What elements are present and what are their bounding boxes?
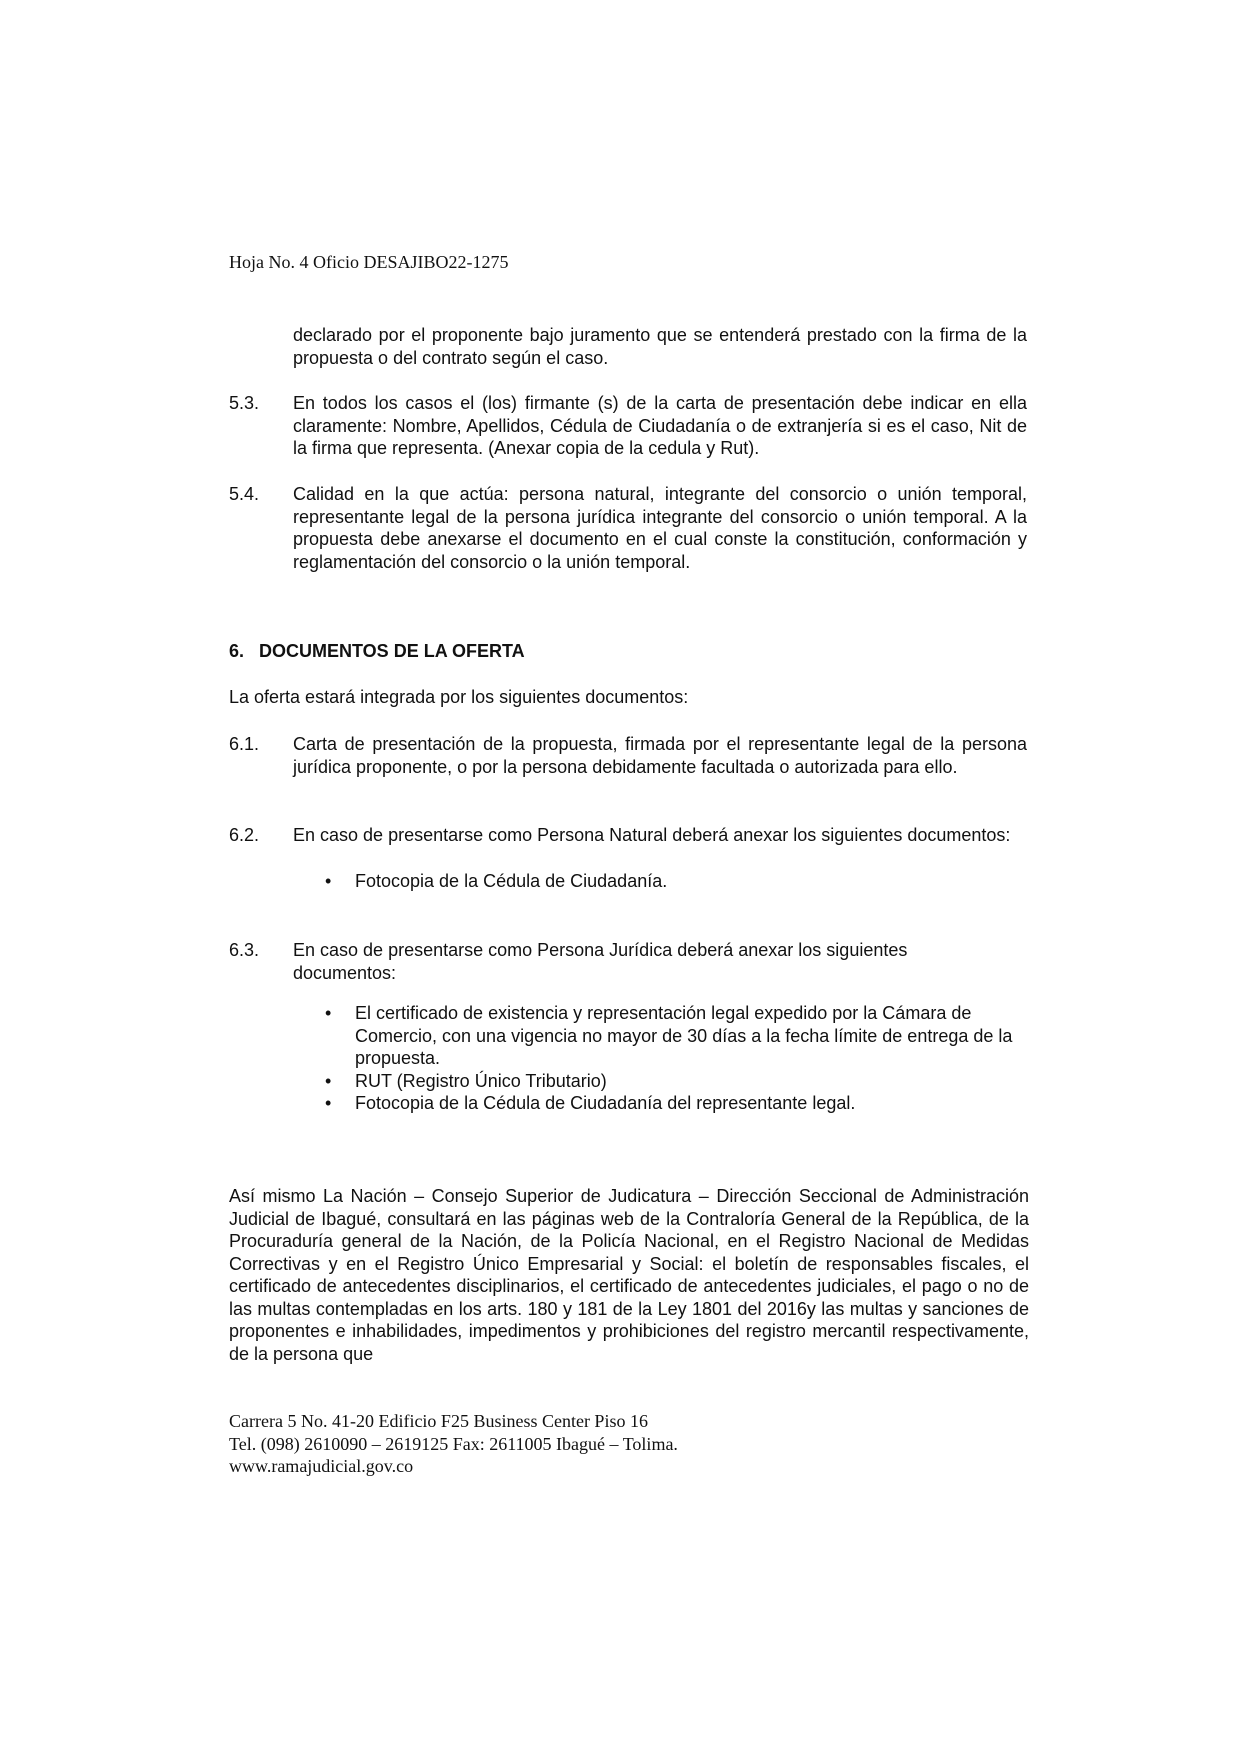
section-intro: La oferta estará integrada por los siguientes documentos:	[229, 687, 689, 707]
item-number: 6.3.	[229, 940, 260, 960]
bullet-text: El certificado de existencia y representación legal expedido por la Cámara de Comercio, con una vigencia no mayor de 30 días a la fecha límite de entrega de la propuesta.	[355, 1003, 1013, 1068]
item-number: 6.2.	[229, 825, 260, 845]
list-item	[293, 1092, 1027, 1115]
footer-website: www.ramajudicial.gov.co	[229, 1456, 414, 1476]
bullet-list-6-3	[293, 1002, 1027, 1115]
item-number: 5.4.	[229, 484, 260, 504]
item-text: Calidad en la que actúa: persona natural, integrante del consorcio o unión temporal, representante legal de la persona jurídica integrante del consorcio o unión temporal. A la propuesta debe anexarse el documento en el cual conste la constitución, conformación y reglamentación del consorcio o la unión temporal.	[293, 484, 1027, 572]
footer-phone: Tel. (098) 2610090 – 2619125 Fax: 2611005 Ibagué – Tolima.	[229, 1433, 678, 1454]
closing-paragraph: Así mismo La Nación – Consejo Superior de Judicatura – Dirección Seccional de Administración Judicial de Ibagué, consultará en las páginas web de la Contraloría General de la República, de la Procuraduría general de la Nación, de la Policía Nacional, en el Registro Nacional de Medidas Correctivas y en el Registro Único Empresarial y Social: el boletín de responsables fiscales, el certificado de antecedentes disciplinarios, el certificado de antecedentes judiciales, el pago o no de las multas contempladas en los arts. 180 y 181 de la Ley 1801 del 2016y las multas y sanciones de proponentes e inhabilidades, impedimentos y prohibiciones del registro mercantil respectivamente, de la persona que	[229, 1186, 1029, 1364]
bullet-list-6-2	[293, 870, 1027, 893]
list-item	[293, 1002, 1035, 1070]
item-text: Carta de presentación de la propuesta, firmada por el representante legal de la persona jurídica proponente, o por la persona debidamente facultada o autorizada para ello.	[293, 734, 1027, 777]
bullet-icon: •	[325, 1093, 332, 1113]
item-text: En caso de presentarse como Persona Natural deberá anexar los siguientes documentos:	[293, 825, 1011, 845]
list-item	[293, 870, 1027, 893]
continuation-paragraph: declarado por el proponente bajo juramento que se entenderá prestado con la firma de la propuesta o del contrato según el caso.	[293, 325, 1027, 368]
item-text: En caso de presentarse como Persona Jurídica deberá anexar los siguientes documentos:	[293, 940, 908, 983]
bullet-text: Fotocopia de la Cédula de Ciudadanía.	[355, 871, 668, 891]
footer-address: Carrera 5 No. 41-20 Edificio F25 Business Center Piso 16	[229, 1411, 648, 1431]
item-number: 6.1.	[229, 734, 260, 754]
section-title: 6. DOCUMENTOS DE LA OFERTA	[229, 641, 525, 661]
bullet-icon: •	[325, 1003, 332, 1023]
bullet-text: RUT (Registro Único Tributario)	[355, 1070, 607, 1091]
list-item	[293, 1070, 1027, 1093]
bullet-text: Fotocopia de la Cédula de Ciudadanía del representante legal.	[355, 1093, 856, 1113]
bullet-icon: •	[325, 871, 332, 891]
item-number: 5.3.	[229, 393, 260, 413]
item-text: En todos los casos el (los) firmante (s) de la carta de presentación debe indicar en ella claramente: Nombre, Apellidos, Cédula de Ciudadanía o de extranjería si es el caso, Nit de la firma que representa. (Anexar copia de la cedula y Rut).	[293, 393, 1027, 458]
bullet-icon: •	[325, 1070, 332, 1091]
page-footer	[229, 1410, 678, 1478]
page-header: Hoja No. 4 Oficio DESAJIBO22-1275	[229, 252, 509, 272]
